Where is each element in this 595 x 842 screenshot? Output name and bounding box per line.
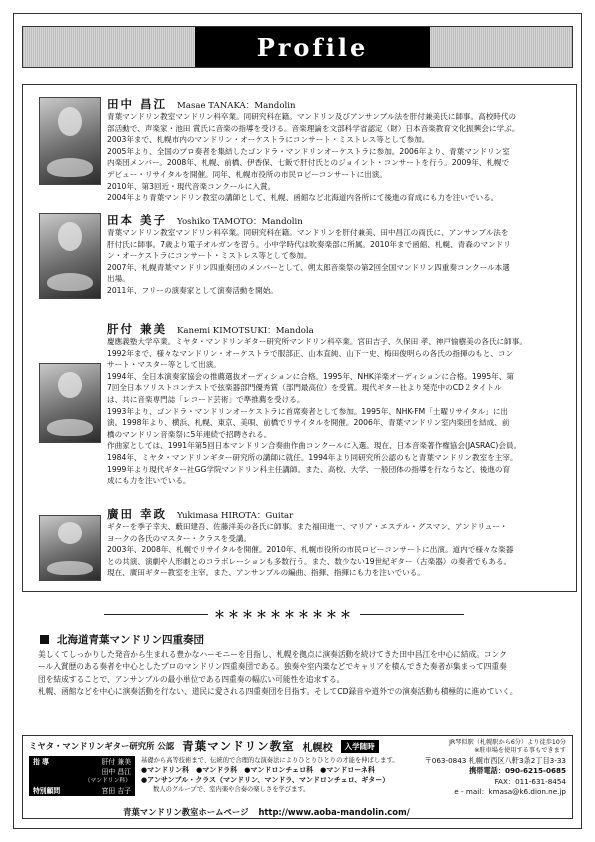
member-bio-kimotsuki bbox=[107, 336, 565, 487]
member-name: 田本 美子 bbox=[107, 213, 168, 227]
footer-org: ミヤタ・マンドリンギター研究所 公認 bbox=[29, 741, 175, 751]
bio-line: 2011年、フリーの演奏家として演奏活動を開始。 bbox=[107, 285, 278, 295]
mobile-phone: 携帯電話：090-6215-0685 bbox=[469, 766, 566, 776]
bio-line: 7回全日本ソリストコンテストで弦楽器部門優秀賞（部門最高位）を受賞。現代ギター社より発売中のCD２タイトル bbox=[107, 383, 502, 393]
member-bio-tamoto bbox=[107, 227, 565, 297]
bio-line: ヨークの各氏のマスター・クラスを受講。 bbox=[107, 533, 252, 543]
bio-line: ン・オーケストラにコンサート・ミストレス等として参加。 bbox=[107, 251, 312, 261]
bio-line: 1992年まで、様々なマンドリン・オーケストラで服部正、山本直純、山下一史、梅田俊明らの各氏の指揮のもと、コン bbox=[107, 348, 514, 358]
member-photo-tanaka bbox=[39, 97, 101, 185]
divider-rule-right bbox=[360, 614, 464, 615]
group-title-text: 北海道青葉マンドリン四重奏団 bbox=[57, 634, 204, 646]
course-list bbox=[141, 756, 411, 795]
group-line: 札幌、函館などを中心に演奏活動を行ない、道民に愛される四重奏団を目指す。そしてCD録音や道外での演奏活動も積極的に進めていく。 bbox=[38, 687, 518, 697]
bio-line: 2007年、札幌青葉マンドリン四重奏団のメンバーとして、朔太郎音楽祭の第2回全国マンドリン四重奏コンクール本選 bbox=[107, 262, 510, 272]
members-panel bbox=[22, 84, 577, 592]
bio-line: 2004年より青葉マンドリン教室の講師として、札幌、函館など北海道内各所にて後進の育成にも力を注いでいる。 bbox=[107, 193, 499, 203]
course-line: ●マンドリン科 ●マンドラ科 ●マンドロンチェロ科 ●マンドローネ科 bbox=[141, 765, 375, 774]
instructor-label: 特別顧問 bbox=[33, 786, 61, 795]
member-photo-kimotsuki bbox=[39, 363, 101, 443]
instructor-row bbox=[33, 777, 131, 787]
divider-stars: ＊＊＊＊＊＊＊＊＊＊ bbox=[214, 608, 354, 621]
instructor-name: 肝付 兼美 bbox=[101, 758, 131, 766]
bio-line: は、共に音楽専門誌「レコード芸術」で準推薦を受ける。 bbox=[107, 394, 305, 404]
homepage-link[interactable]: http://www.aoba-mandolin.com/ bbox=[258, 807, 410, 817]
enrollment-badge: 入学随時 bbox=[341, 740, 379, 753]
course-intro: 基礎から高等技術まで、伝統的で合理的な演奏法によりひとりひとりの才能を伸ばします。 bbox=[141, 757, 399, 764]
group-line: ール入賞歴のある奏者を中心としたプロのマンドリン四重奏団である。独奏や室内楽などでキャリアを積んできた奏者が集まって四重奏 bbox=[38, 662, 507, 672]
bio-line: 1984年、ミヤタ・マンドリンギター研究所の講師に就任。1994年より同研究所公認のもと青葉マンドリン教室を主宰。 bbox=[107, 452, 518, 462]
bio-line: 2003年まで、札幌市内のマンドリン・オーケストラにコンサート・ミストレス等として参加。 bbox=[107, 135, 430, 145]
page-title: Profile bbox=[195, 27, 430, 67]
instructors-box bbox=[29, 756, 135, 796]
member-bio-tanaka bbox=[107, 111, 565, 204]
member-name: 廣田 幸政 bbox=[107, 507, 168, 521]
contact-info bbox=[425, 756, 566, 797]
course-note: 数人のグループで、室内楽や合奏の楽しさを学びます。 bbox=[153, 786, 310, 794]
member-role: Kanemi KIMOTSUKI：Mandola bbox=[177, 326, 314, 336]
bio-line: 内楽団メンバー。2008年、札幌、前橋、伊香保、七飯で肝付氏とのジョイント・コンサートを行う。2009年、札幌で bbox=[107, 158, 510, 168]
member-bio-hirota bbox=[107, 521, 565, 579]
bio-line: 1999年より現代ギター社GG学院マンドリン科主任講師。また、高校、大学、一般団体の指導を行なうなど、後進の育 bbox=[107, 464, 511, 474]
homepage-label: 青葉マンドリン教室ホームページ bbox=[123, 807, 249, 817]
bio-line: 1994年、全日本演奏家協会の推薦選抜オーディションに合格。1995年、NHK洋楽オーディションに合格。1995年、第 bbox=[107, 371, 514, 381]
title-band bbox=[22, 26, 573, 68]
access-note bbox=[449, 739, 566, 755]
bio-line: 2005年より、全国のプロ奏者を集結したゴンドラ・マンドリンオーケストラに参加。2006年より、青葉マンドリン室 bbox=[107, 146, 510, 156]
divider-rule-left bbox=[104, 614, 208, 615]
footer-header bbox=[29, 739, 379, 753]
bio-line: ギターを季子幸夫、藪田建吾、佐藤洋美の各氏に師事。また福田進一、マリア・エステル・グスマン、アンドリュー・ bbox=[107, 522, 508, 531]
section-divider bbox=[104, 608, 464, 620]
bio-line: 肝付氏に師事。7歳より電子オルガンを習う。小中学時代は吹奏楽部に所属。2010年まで函館、札幌、青森のマンドリ bbox=[107, 239, 511, 249]
member-name: 肝付 兼美 bbox=[107, 322, 168, 336]
member-role: Masae TANAKA：Mandolin bbox=[177, 101, 296, 111]
access-line: JR琴似駅（札幌駅から6分）より徒歩10分 bbox=[449, 739, 566, 746]
bio-line: との共演、演劇や人形劇とのコラボレーションも多数行う。また、数少ない19世紀ギター（古楽器）の奏者でもある。 bbox=[107, 556, 512, 566]
bio-line: 2010年、第3回近・現代音楽コンクールに入賞。 bbox=[107, 181, 276, 191]
group-line: 団を結成することで、アンサンブルの最小単位である四重奏の幅広い可能性を追求する。 bbox=[38, 674, 345, 684]
footer-school-name: 青葉マンドリン教室 bbox=[182, 739, 295, 753]
group-line: 美しくてしっかりした発音から生まれる豊かなハーモニーを目指し、札幌を拠点に演奏活動を続けてきた田中昌江を中心に結成。コンク bbox=[38, 650, 507, 659]
instructor-label: 指 導 bbox=[33, 758, 49, 766]
member-name: 田中 昌江 bbox=[107, 97, 168, 111]
square-bullet-icon bbox=[40, 635, 49, 644]
bio-line: 1993年より、ゴンドラ・マンドリンオーケストラに首席奏者として参加。1995年、NHK-FM「土曜リサイタル」に出 bbox=[107, 406, 509, 416]
bio-line: デビュー・リサイタルを開催。同年、札幌市役所の市民ロビーコンサートに出演。 bbox=[107, 169, 387, 179]
address: 〒063-0843 札幌市西区八軒3条2丁目3-33 bbox=[424, 756, 566, 765]
access-line: ※駐車場を使用する事もできます bbox=[474, 747, 566, 754]
instructor-row bbox=[33, 787, 131, 797]
instructor-name: 田中 昌江 bbox=[101, 767, 131, 776]
bio-line: 部活動で、声楽家・池田 賞氏に音楽の指導を受ける。音楽理論を文部科学省認定（財）日本音楽教育文化振興会に学ぶ。 bbox=[107, 123, 520, 133]
school-footer bbox=[22, 735, 573, 819]
member-header-tamoto bbox=[107, 212, 303, 228]
email[interactable]: e - mail：kmasa@k6.dion.ne.jp bbox=[454, 786, 566, 796]
member-role: Yukimasa HIROTA：Guitar bbox=[177, 511, 294, 521]
bio-line: 現在、廣田ギター教室を主宰。また、アンサンブルの編曲、指揮、指揮にも力を注いでいる。 bbox=[107, 568, 425, 578]
bio-line: 青葉マンドリン教室マンドリン科卒業。同研究科在籍。マンドリンを肝付兼美、田中昌江の両氏に、アンサンブル法を bbox=[107, 228, 509, 237]
bio-line: 青葉マンドリン教室マンドリン科卒業。同研究科在籍。マンドリン及びアンサンブル法を肝付兼美氏に師事。高校時代の bbox=[107, 112, 517, 121]
bio-line: 演。1998年より、横浜、札幌、東京、美唄、前橋でリサイタルを開催。2006年、青葉マンドリン室内楽団を結成、前 bbox=[107, 418, 510, 428]
instructor-row bbox=[33, 768, 131, 778]
member-header-tanaka bbox=[107, 96, 296, 112]
bio-line: 2003年、2008年、札幌でリサイタルを開催。2010年、札幌市役所の市民ロビーコンサートに出演。道内で様々な楽器 bbox=[107, 545, 514, 555]
bio-line: 成にも力を注いでいる。 bbox=[107, 476, 191, 486]
bio-line: サート・マスター等として出演。 bbox=[107, 360, 221, 370]
homepage-line bbox=[123, 806, 410, 818]
member-photo-hirota bbox=[39, 515, 101, 581]
instructor-name: 宮田 吉子 bbox=[101, 786, 131, 795]
bio-line: 橋のマンドリン音楽祭に5年連続で招聘される。 bbox=[107, 429, 272, 439]
instructor-row bbox=[33, 758, 131, 768]
course-line: ●アンサンブル・クラス（マンドリン、マンドラ、マンドロンチェロ、ギター） bbox=[141, 775, 390, 784]
member-header-hirota bbox=[107, 506, 293, 522]
group-description bbox=[38, 649, 558, 699]
instructor-name: （マンドリン科） bbox=[84, 778, 131, 784]
footer-branch: 札幌校 bbox=[302, 742, 333, 754]
bio-line: 作曲家としては、1991年第5回日本マンドリン合奏曲作曲コンクールに入選。現在、日本音楽著作権協会(JASRAC)会員。 bbox=[107, 441, 522, 451]
member-role: Yoshiko TAMOTO：Mandolin bbox=[177, 217, 303, 227]
member-photo-tamoto bbox=[39, 213, 101, 299]
fax: FAX：011-631-8454 bbox=[494, 776, 566, 786]
bio-line: 慶應義塾大学卒業。ミヤタ・マンドリンギター研究所マンドリン科卒業。宮田吉子、久保田 孝、神戸愉樹美の各氏に師事。 bbox=[107, 337, 527, 346]
group-section-title bbox=[40, 632, 204, 647]
bio-line: 出場。 bbox=[107, 274, 130, 284]
member-header-kimotsuki bbox=[107, 321, 314, 337]
